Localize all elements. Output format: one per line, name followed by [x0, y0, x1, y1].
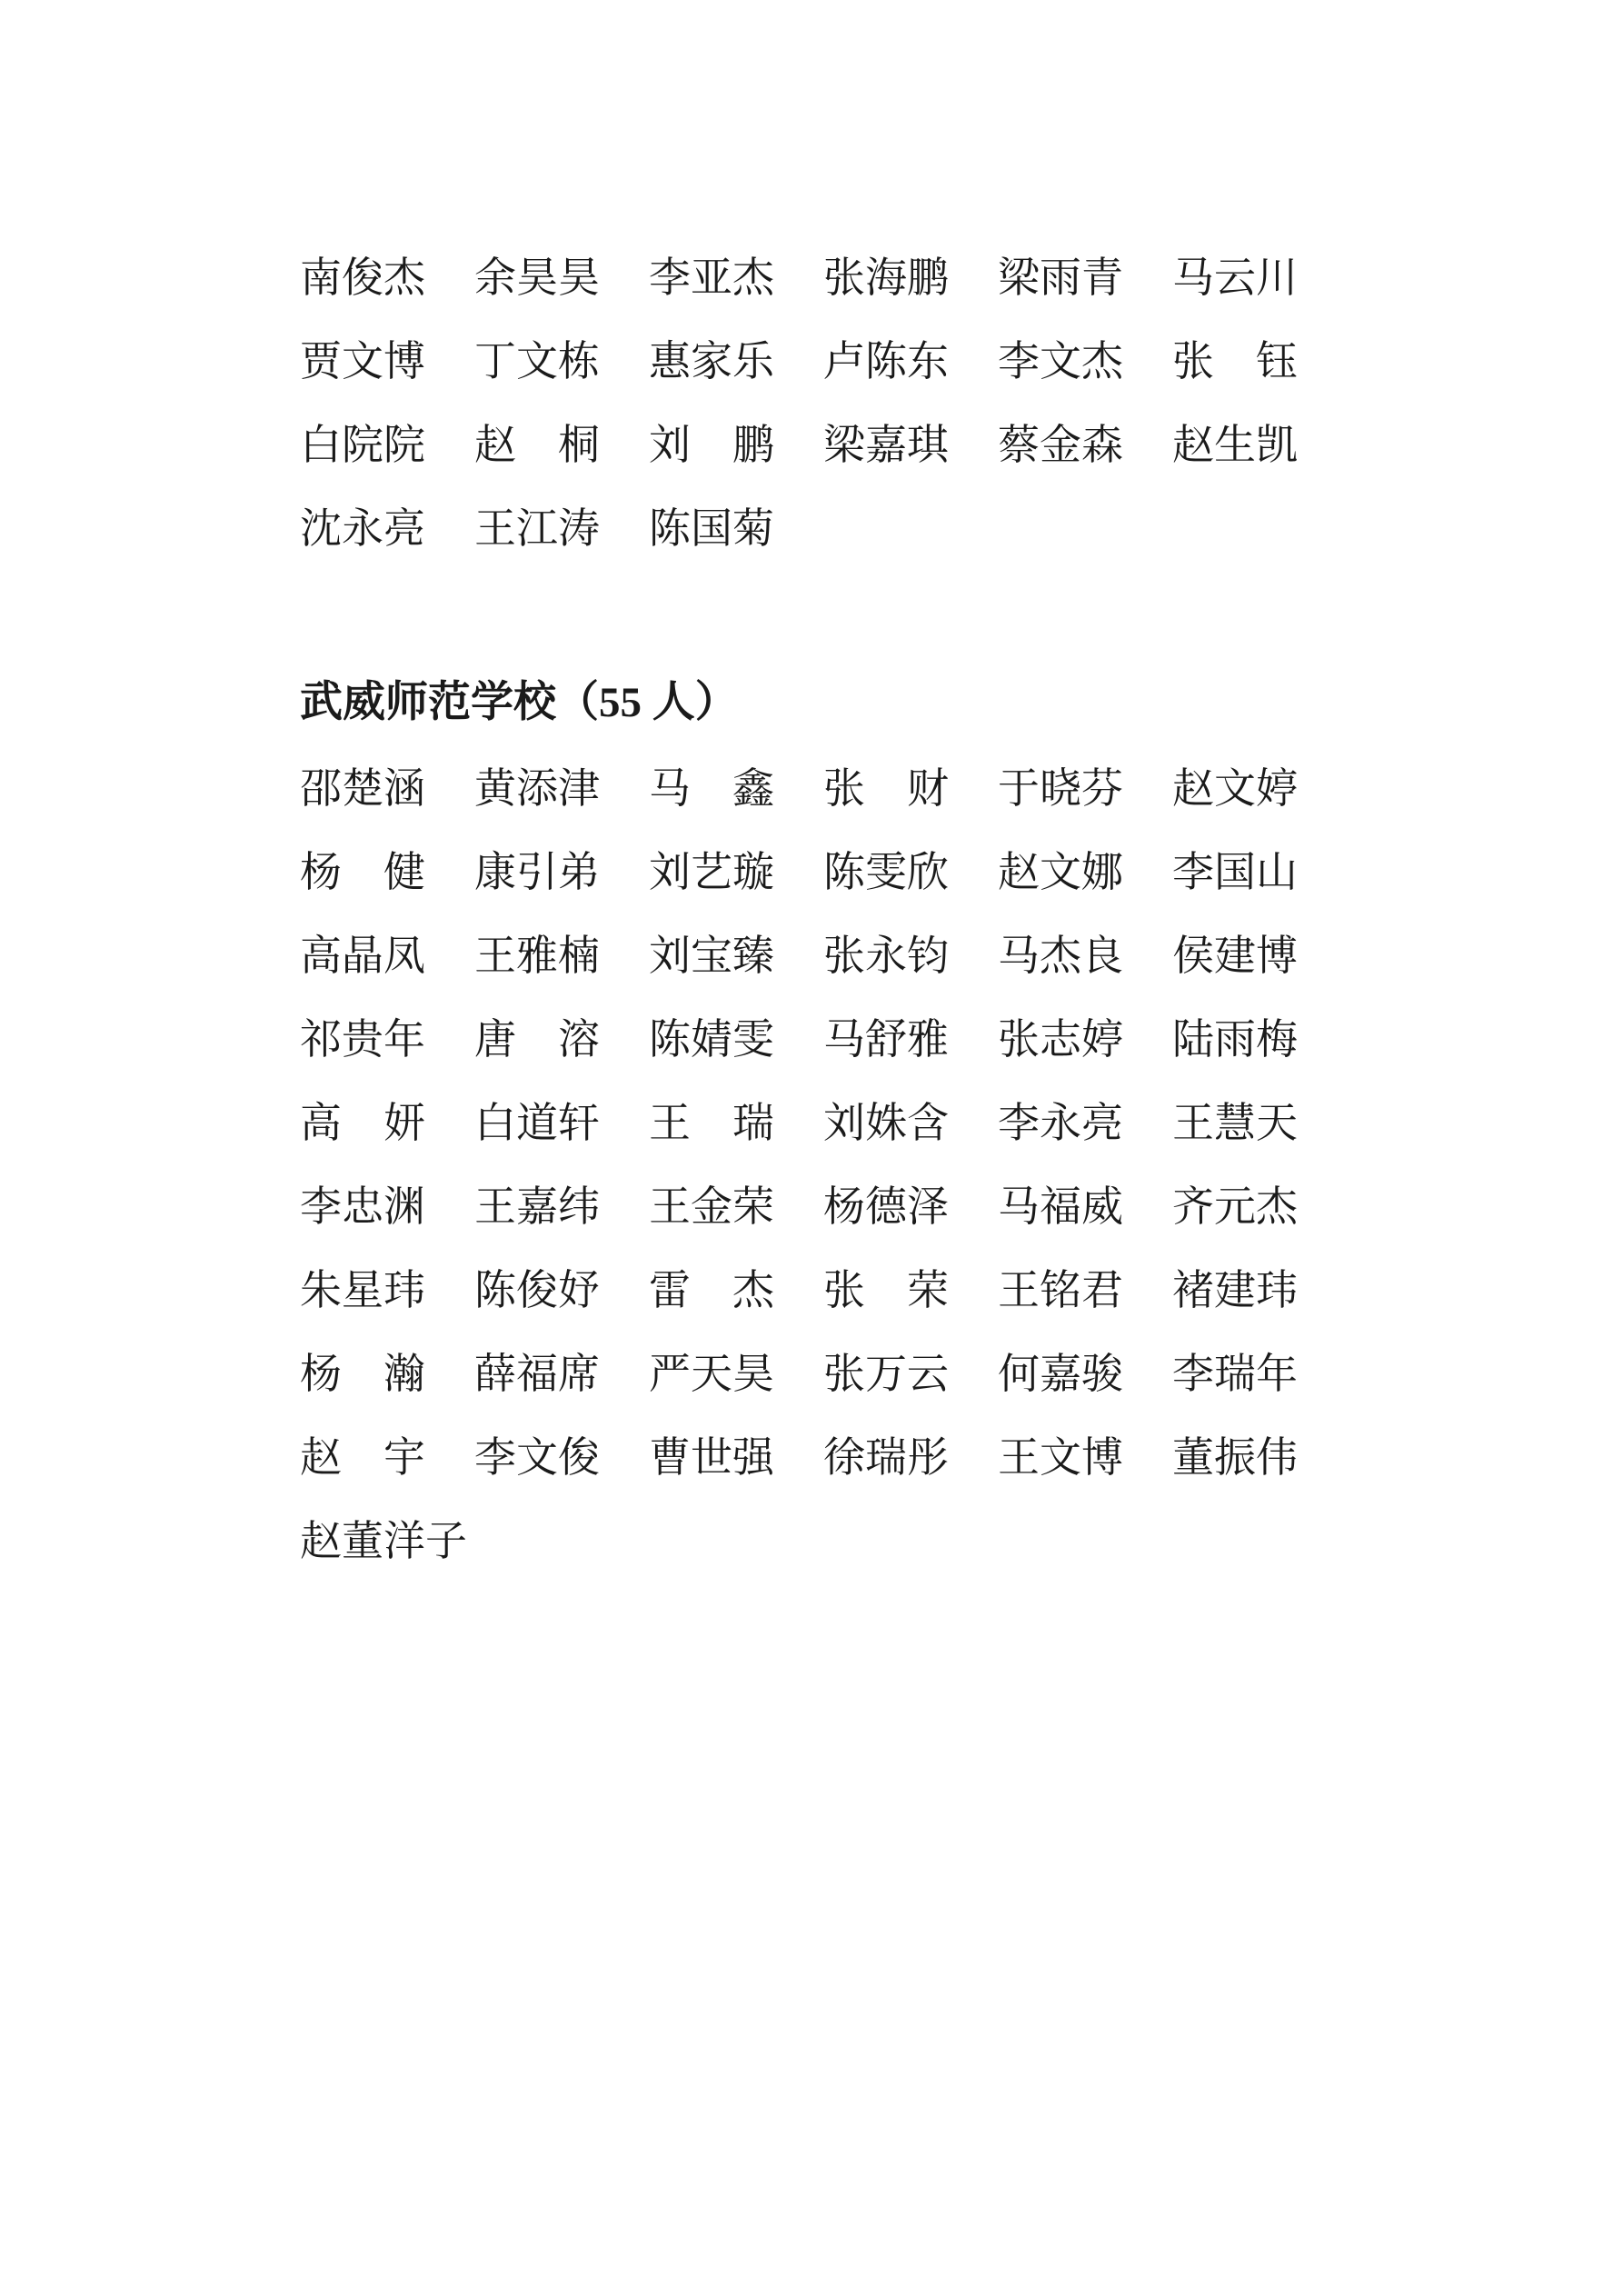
name: 张志婷: [998, 1016, 1123, 1063]
name-row: [300, 1267, 1298, 1353]
name: 褚建玮: [1172, 1267, 1298, 1313]
name: 杨德泽: [823, 1183, 949, 1230]
name: 薛福席: [474, 1351, 600, 1397]
name: 李瑞年: [1172, 1351, 1298, 1397]
section-heading: 武威师范学校（55 人）: [300, 679, 738, 726]
name: 刘 鹏: [649, 422, 774, 468]
name-row: [300, 1100, 1298, 1186]
name: 朱星玮: [300, 1267, 425, 1313]
name: 王 瑞: [649, 1100, 774, 1146]
name: 梁嘉琪: [823, 422, 949, 468]
name-row: [300, 1353, 1298, 1437]
name: 赵文婷: [1172, 765, 1298, 812]
name: 李永亮: [998, 1100, 1123, 1146]
name: 唐 溶: [474, 1016, 600, 1063]
name: 于晓芬: [998, 765, 1123, 812]
name: 白道轩: [474, 1100, 600, 1146]
name: 刘艺璇: [649, 849, 774, 895]
name: 黄添津: [474, 765, 600, 812]
name: 王金荣: [649, 1183, 774, 1230]
name-row: [300, 1016, 1298, 1103]
name: 刘姝含: [823, 1100, 949, 1146]
name: 王江涛: [474, 505, 600, 552]
name: 侯建博: [1172, 933, 1298, 979]
name: 卢陈东: [823, 338, 949, 384]
name: 陆雨梅: [1172, 1016, 1298, 1063]
page-content: [300, 257, 1298, 1604]
name: 张 钰: [1172, 338, 1298, 384]
name: 张永钧: [823, 933, 949, 979]
name: 杨 健: [300, 849, 425, 895]
name: 严天昊: [649, 1351, 774, 1397]
name: 张万云: [823, 1351, 949, 1397]
name: 康引弟: [474, 849, 600, 895]
name: 雷 杰: [649, 1267, 774, 1313]
name: 赵 宇: [300, 1434, 425, 1481]
name: 李国山: [1172, 849, 1298, 895]
name-row: [300, 505, 1298, 592]
name: 杨 瀚: [300, 1351, 425, 1397]
name: 李文俊: [474, 1434, 600, 1481]
name: 赵董洋子: [300, 1518, 467, 1564]
name: 白院院: [300, 422, 425, 468]
name: 梁雨青: [998, 255, 1123, 301]
name: 曹世强: [649, 1434, 774, 1481]
name: 陈俊妤: [474, 1267, 600, 1313]
name: 赵生凯: [1172, 422, 1298, 468]
name: 沈永亮: [300, 505, 425, 552]
name: 王嘉纬: [474, 1183, 600, 1230]
name: 惠家乐: [649, 338, 774, 384]
name: 陈雯欣: [823, 849, 949, 895]
name: 陈国菊: [649, 505, 774, 552]
name: 余昊昊: [474, 255, 600, 301]
name: 王慧天: [1172, 1100, 1298, 1146]
name: 齐元杰: [1172, 1183, 1298, 1230]
name: 李文杰: [998, 338, 1123, 384]
school-name-list: [300, 765, 1298, 1604]
name: 张 财: [823, 765, 949, 812]
name: 马杰良: [998, 933, 1123, 979]
name: 蔡金森: [998, 422, 1123, 468]
name: 李忠渊: [300, 1183, 425, 1230]
name-row: [300, 935, 1298, 1019]
name: 高晶凤: [300, 933, 425, 979]
name-row: [300, 257, 1298, 341]
name: 赵文娜: [998, 849, 1123, 895]
name: 祁贵年: [300, 1016, 425, 1063]
name: 陈婧雯: [649, 1016, 774, 1063]
continued-name-list: [300, 257, 1298, 592]
name: 马 鑫: [649, 765, 774, 812]
name: 赵 桐: [474, 422, 600, 468]
name: 南俊杰: [300, 255, 425, 301]
name: 王文博: [998, 1434, 1123, 1481]
name-row: [300, 765, 1298, 852]
name: 马舒雅: [823, 1016, 949, 1063]
name: 王雅楠: [474, 933, 600, 979]
name: 李亚杰: [649, 255, 774, 301]
name-row: [300, 1518, 1298, 1604]
name: 马云川: [1172, 255, 1298, 301]
name-row: [300, 849, 1298, 935]
name: 贾文博: [300, 338, 425, 384]
name: 张海鹏: [823, 255, 949, 301]
name: 刘宝臻: [649, 933, 774, 979]
name: 马福威: [998, 1183, 1123, 1230]
name: 丁文栋: [474, 338, 600, 384]
name: 高 妍: [300, 1100, 425, 1146]
name: 张 荣: [823, 1267, 949, 1313]
name-row: [300, 338, 1298, 424]
name: 邵楚涵: [300, 765, 425, 812]
name-row: [300, 1434, 1298, 1521]
name: 王铭君: [998, 1267, 1123, 1313]
name-row: [300, 1183, 1298, 1270]
name-row: [300, 424, 1298, 508]
name: 董振伟: [1172, 1434, 1298, 1481]
name: 何嘉骏: [998, 1351, 1123, 1397]
name: 徐瑞彤: [823, 1434, 949, 1481]
